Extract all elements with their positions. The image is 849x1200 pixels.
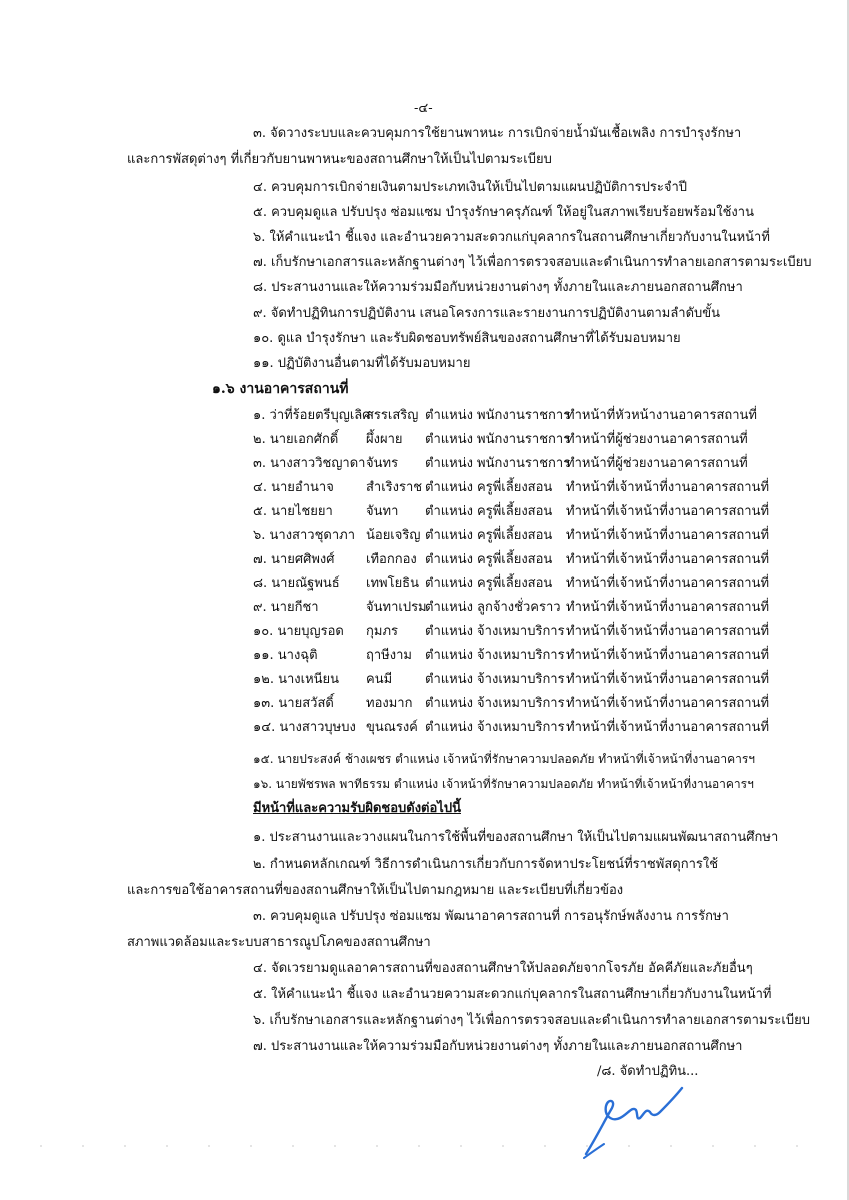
staff-position: ตำแหน่ง จ้างเหมาบริการ [425,624,565,639]
staff-position: ตำแหน่ง ครูพี่เลี้ยงสอน [425,552,553,567]
staff-row [0,456,849,472]
intro-item: ๘. ประสานงานและให้ความร่วมมือกับหน่วยงานต่างๆ ทั้งภายในและภายนอกสถานศึกษา [253,280,743,295]
page-number: -๔- [414,101,433,116]
staff-row [0,696,849,712]
staff-surname: กุมภร [366,624,398,639]
intro-item: ๑๑. ปฏิบัติงานอื่นตามที่ได้รับมอบหมาย [253,356,471,371]
staff-row [0,504,849,520]
staff-row [0,720,849,736]
intro-item: ๔. ควบคุมการเบิกจ่ายเงินตามประเภทเงินให้เป็นไปตามแผนปฏิบัติการประจำปี [253,180,688,195]
staff-surname: สรรเสริญ [366,408,419,423]
staff-name: ๑๒. นางเหนียน [253,672,340,687]
staff-surname: เทพโยธิน [366,576,420,591]
staff-row [0,432,849,448]
staff-position: ตำแหน่ง พนักงานราชการ [425,432,571,447]
duty-item: ๒. กำหนดหลักเกณฑ์ วิธีการดำเนินการเกี่ยวกับการจัดหาประโยชน์ที่ราชพัสดุการใช้ [253,857,719,872]
staff-name: ๕. นายไชยยา [253,504,333,519]
staff-duty: ทำหน้าที่เจ้าหน้าที่งานอาคารสถานที่ [566,600,770,615]
staff-position: ตำแหน่ง พนักงานราชการ [425,456,571,471]
staff-duty: ทำหน้าที่เจ้าหน้าที่งานอาคารสถานที่ [566,648,770,663]
section-heading: ๑.๖ งานอาคารสถานที่ [212,381,349,397]
staff-duty: ทำหน้าที่เจ้าหน้าที่งานอาคารสถานที่ [566,528,770,543]
staff-surname: น้อยเจริญ [366,528,421,543]
staff-name: ๙. นายกีชา [253,600,319,615]
staff-position: ตำแหน่ง จ้างเหมาบริการ [425,648,565,663]
staff-surname: สำเริงราช [366,480,423,495]
duties-heading: มีหน้าที่และความรับผิดชอบดังต่อไปนี้ [253,801,461,816]
duty-item: ๕. ให้คำแนะนำ ชี้แจง และอำนวยความสะดวกแก่บุคลากรในสถานศึกษาเกี่ยวกับงานในหน้าที่ [253,987,772,1002]
intro-item: ๓. จัดวางระบบและควบคุมการใช้ยานพาหนะ การเบิกจ่ายน้ำมันเชื้อเพลิง การบำรุงรักษา [253,126,742,141]
staff-position: ตำแหน่ง ครูพี่เลี้ยงสอน [425,528,553,543]
staff-name: ๑๑. นางฉุติ [253,648,318,663]
staff-duty: ทำหน้าที่เจ้าหน้าที่งานอาคารสถานที่ [566,576,770,591]
intro-item: ๕. ควบคุมดูแล ปรับปรุง ซ่อมแซม บำรุงรักษาครุภัณฑ์ ให้อยู่ในสภาพเรียบร้อยพร้อมใช้งาน [253,205,754,220]
staff-row [0,600,849,616]
staff-surname: จันทาเปรม [366,600,427,615]
staff-name: ๖. นางสาวชุดาภา [253,528,356,543]
staff-name: ๔. นายอำนาจ [253,480,334,495]
staff-position: ตำแหน่ง พนักงานราชการ [425,408,571,423]
duty-item: ๑. ประสานงานและวางแผนในการใช้พื้นที่ของสถานศึกษา ให้เป็นไปตามแผนพัฒนาสถานศึกษา [253,830,779,845]
intro-item: ๙. จัดทำปฏิทินการปฏิบัติงาน เสนอโครงการและรายงานการปฏิบัติงานตามลำดับขั้น [253,306,721,321]
staff-duty: ทำหน้าที่เจ้าหน้าที่งานอาคารสถานที่ [566,624,770,639]
staff-name: ๑๐. นายบุญรอด [253,624,344,639]
staff-surname: คนมี [366,672,393,687]
intro-item: ๗. เก็บรักษาเอกสารและหลักฐานต่างๆ ไว้เพื่อการตรวจสอบและดำเนินการทำลายเอกสารตามระเบียบ [253,255,812,270]
staff-row [0,480,849,496]
duty-item: ๔. จัดเวรยามดูแลอาคารสถานที่ของสถานศึกษาให้ปลอดภัยจากโจรภัย อัคคีภัยและภัยอื่นๆ [253,961,753,976]
staff-extra-line: ๑๕. นายประสงค์ ช้างเผชร ตำแหน่ง เจ้าหน้าที่รักษาความปลอดภัย ทำหน้าที่เจ้าหน้าที่งานอาคารฯ [253,752,756,766]
staff-surname: จันทา [366,504,399,519]
staff-duty: ทำหน้าที่ผู้ช่วยงานอาคารสถานที่ [566,456,748,471]
duty-item: และการขอใช้อาคารสถานที่ของสถานศึกษาให้เป็นไปตามกฎหมาย และระเบียบที่เกี่ยวข้อง [127,883,624,898]
staff-extra-line: ๑๖. นายพัชรพล พาทีธรรม ตำแหน่ง เจ้าหน้าที่รักษาความปลอดภัย ทำหน้าที่เจ้าหน้าที่งานอาคารฯ [253,777,754,791]
staff-surname: ทองมาก [366,696,413,711]
staff-row [0,408,849,424]
staff-surname: จันทร [366,456,399,471]
staff-name: ๘. นายณัฐพนธ์ [253,576,340,591]
staff-duty: ทำหน้าที่เจ้าหน้าที่งานอาคารสถานที่ [566,696,770,711]
staff-name: ๗. นายศศิพงศ์ [253,552,335,567]
staff-duty: ทำหน้าที่หัวหน้างานอาคารสถานที่ [566,408,758,423]
staff-duty: ทำหน้าที่เจ้าหน้าที่งานอาคารสถานที่ [566,720,770,735]
staff-position: ตำแหน่ง ครูพี่เลี้ยงสอน [425,480,553,495]
staff-name: ๑. ว่าที่ร้อยตรีบุญเลิศ [253,408,371,423]
staff-duty: ทำหน้าที่เจ้าหน้าที่งานอาคารสถานที่ [566,504,770,519]
intro-item: ๑๐. ดูแล บำรุงรักษา และรับผิดชอบทรัพย์สินของสถานศึกษาที่ได้รับมอบหมาย [253,331,681,346]
staff-row [0,528,849,544]
intro-item: และการพัสดุต่างๆ ที่เกี่ยวกับยานพาหนะของสถานศึกษาให้เป็นไปตามระเบียบ [127,152,552,167]
staff-name: ๑๔. นางสาวบุษบง [253,720,356,735]
staff-position: ตำแหน่ง ลูกจ้างชั่วคราว [425,600,561,615]
staff-position: ตำแหน่ง จ้างเหมาบริการ [425,720,565,735]
intro-item: ๖. ให้คำแนะนำ ชี้แจง และอำนวยความสะดวกแก่บุคลากรในสถานศึกษาเกี่ยวกับงานในหน้าที่ [253,230,770,245]
staff-position: ตำแหน่ง ครูพี่เลี้ยงสอน [425,504,553,519]
staff-name: ๑๓. นายสวัสดิ์ [253,696,334,711]
staff-surname: เทือกกอง [366,552,417,567]
duty-item: ๗. ประสานงานและให้ความร่วมมือกับหน่วยงานต่างๆ ทั้งภายในและภายนอกสถานศึกษา [253,1039,743,1054]
staff-surname: ขุนณรงค์ [366,720,418,735]
staff-surname: ผึ้งผาย [366,432,403,447]
staff-position: ตำแหน่ง จ้างเหมาบริการ [425,672,565,687]
staff-row [0,576,849,592]
staff-duty: ทำหน้าที่เจ้าหน้าที่งานอาคารสถานที่ [566,672,770,687]
staff-duty: ทำหน้าที่เจ้าหน้าที่งานอาคารสถานที่ [566,480,770,495]
staff-duty: ทำหน้าที่เจ้าหน้าที่งานอาคารสถานที่ [566,552,770,567]
staff-surname: ฤาษีงาม [366,648,412,663]
duty-item: ๓. ควบคุมดูแล ปรับปรุง ซ่อมแซม พัฒนาอาคารสถานที่ การอนุรักษ์พลังงาน การรักษา [253,909,729,924]
staff-name: ๓. นางสาววิชญาดา [253,456,366,471]
continuation-note: /๘. จัดทำปฏิทิน... [597,1064,699,1079]
staff-position: ตำแหน่ง ครูพี่เลี้ยงสอน [425,576,553,591]
duty-item: ๖. เก็บรักษาเอกสารและหลักฐานต่างๆ ไว้เพื่อการตรวจสอบและดำเนินการทำลายเอกสารตามระเบียบ [253,1013,810,1028]
staff-position: ตำแหน่ง จ้างเหมาบริการ [425,696,565,711]
staff-row [0,624,849,640]
duty-item: สภาพแวดล้อมและระบบสาธารณูปโภคของสถานศึกษา [127,935,431,950]
staff-row [0,648,849,664]
scan-artifact [0,1144,849,1148]
staff-row [0,672,849,688]
staff-row [0,552,849,568]
staff-name: ๒. นายเอกศักดิ์ [253,432,339,447]
staff-duty: ทำหน้าที่ผู้ช่วยงานอาคารสถานที่ [566,432,748,447]
signature [578,1078,698,1162]
